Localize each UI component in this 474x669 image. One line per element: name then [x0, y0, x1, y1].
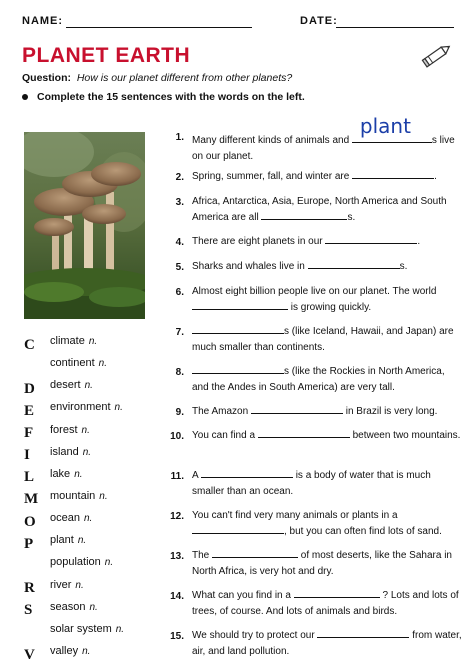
pencil-icon [420, 40, 454, 70]
wordbank-item: river n. [50, 579, 84, 591]
question-text: How is our planet different from other planets? [76, 72, 293, 84]
wordbank-letter: C [24, 337, 35, 353]
answer-blank[interactable] [308, 259, 400, 269]
sentence-13: The of most deserts, like the Sahara in North Africa, is very hot and dry. [192, 550, 452, 577]
sentence-number: 1. [175, 132, 184, 143]
sentence-number: 13. [170, 551, 184, 562]
wordbank-letter: E [24, 403, 35, 419]
sentence-number: 15. [170, 631, 184, 642]
instruction-line [22, 91, 305, 103]
wordbank-item: solar system n. [50, 623, 125, 635]
sentence-number: 14. [170, 591, 184, 602]
sentence-number: 10. [170, 431, 184, 442]
answer-blank[interactable] [192, 524, 284, 534]
sentence-12: You can't find very many animals or plants in a , but you can often find lots of sand. [192, 510, 442, 537]
sentence-number: 9. [175, 407, 184, 418]
wordbank-item: climate n. [50, 335, 98, 347]
wordbank-letter: M [24, 491, 39, 507]
question-line [22, 72, 292, 84]
sentence-3: Africa, Antarctica, Asia, Europe, North America and South America are all s. [192, 196, 447, 223]
wordbank-item: lake n. [50, 468, 83, 480]
sentence-10: You can find a between two mountains. [192, 430, 461, 441]
name-label: NAME: [22, 15, 64, 27]
answer-blank[interactable] [192, 324, 284, 334]
wordbank-item: environment n. [50, 401, 123, 413]
wordbank-item: desert n. [50, 379, 93, 391]
sentence-1: Many different kinds of animals and plant s live on our planet. [192, 114, 455, 162]
question-label: Question: [22, 72, 71, 84]
sentence-9: The Amazon in Brazil is very long. [192, 406, 438, 417]
sentence-14: What can you find in a ? Lots and lots of trees, of course. And lots of animals and birds. [192, 590, 459, 617]
name-field[interactable] [66, 27, 252, 28]
wordbank-item: valley n. [50, 645, 91, 657]
answer-blank[interactable] [201, 468, 293, 478]
wordbank-letter: P [24, 536, 34, 552]
sentence-number: 12. [170, 511, 184, 522]
wordbank-item: forest n. [50, 424, 90, 436]
answer-blank[interactable] [212, 548, 298, 558]
sentence-number: 8. [175, 367, 184, 378]
sentence-8: s (like the Rockies in North America, and the Andes in South America) are very tall. [192, 366, 445, 393]
answer-blank[interactable] [192, 300, 288, 310]
answer-blank[interactable] [352, 169, 434, 179]
answer-blank[interactable] [294, 588, 380, 598]
wordbank-letter: O [24, 514, 36, 530]
sentence-number: 11. [170, 471, 184, 482]
wordbank-item: season n. [50, 601, 98, 613]
wordbank-item: population n. [50, 556, 114, 568]
wordbank-letter: R [24, 580, 35, 596]
sentence-2: Spring, summer, fall, and winter are . [192, 171, 437, 182]
sentence-number: 5. [175, 262, 184, 273]
page-title: PLANET EARTH [22, 44, 191, 67]
handwritten-answer: plant [359, 114, 411, 138]
answer-blank[interactable] [325, 234, 417, 244]
bullet-icon [22, 94, 28, 100]
answer-blank[interactable] [251, 404, 343, 414]
wordbank-item: plant n. [50, 534, 87, 546]
wordbank-letter: S [24, 602, 33, 618]
answer-blank[interactable] [258, 428, 350, 438]
wordbank-item: island n. [50, 446, 92, 458]
sentence-number: 6. [175, 287, 184, 298]
answer-blank[interactable] [261, 210, 347, 220]
wordbank-letter: V [24, 647, 35, 663]
wordbank-item: continent n. [50, 357, 107, 369]
sentence-number: 3. [175, 197, 184, 208]
answer-blank[interactable] [192, 364, 284, 374]
wordbank-letter: L [24, 469, 35, 485]
date-field[interactable] [336, 27, 454, 28]
wordbank-letter: D [24, 381, 35, 397]
sentence-7: s (like Iceland, Hawaii, and Japan) are much smaller than continents. [192, 326, 454, 353]
sentence-4: There are eight planets in our . [192, 236, 421, 247]
sentence-number: 4. [175, 237, 184, 248]
wordbank-item: ocean n. [50, 512, 93, 524]
wordbank-item: mountain n. [50, 490, 108, 502]
sentence-number: 7. [175, 327, 184, 338]
sentence-5: Sharks and whales live in s. [192, 261, 408, 272]
sentence-11: A is a body of water that is much smaller than an ocean. [192, 470, 431, 497]
sentence-number: 2. [175, 172, 184, 183]
instruction-text: Complete the 15 sentences with the words on the left. [37, 91, 305, 103]
date-label: DATE: [300, 15, 338, 27]
wordbank-letter: F [24, 425, 34, 441]
answer-blank[interactable] [317, 628, 409, 638]
answer-blank[interactable] [352, 114, 432, 143]
mushroom-photo [24, 132, 145, 319]
sentence-15: We should try to protect our from water, air, and land pollution. [192, 630, 462, 657]
sentence-6: Almost eight billion people live on our planet. The world is growing quickly. [192, 286, 437, 313]
wordbank-letter: I [24, 447, 30, 463]
